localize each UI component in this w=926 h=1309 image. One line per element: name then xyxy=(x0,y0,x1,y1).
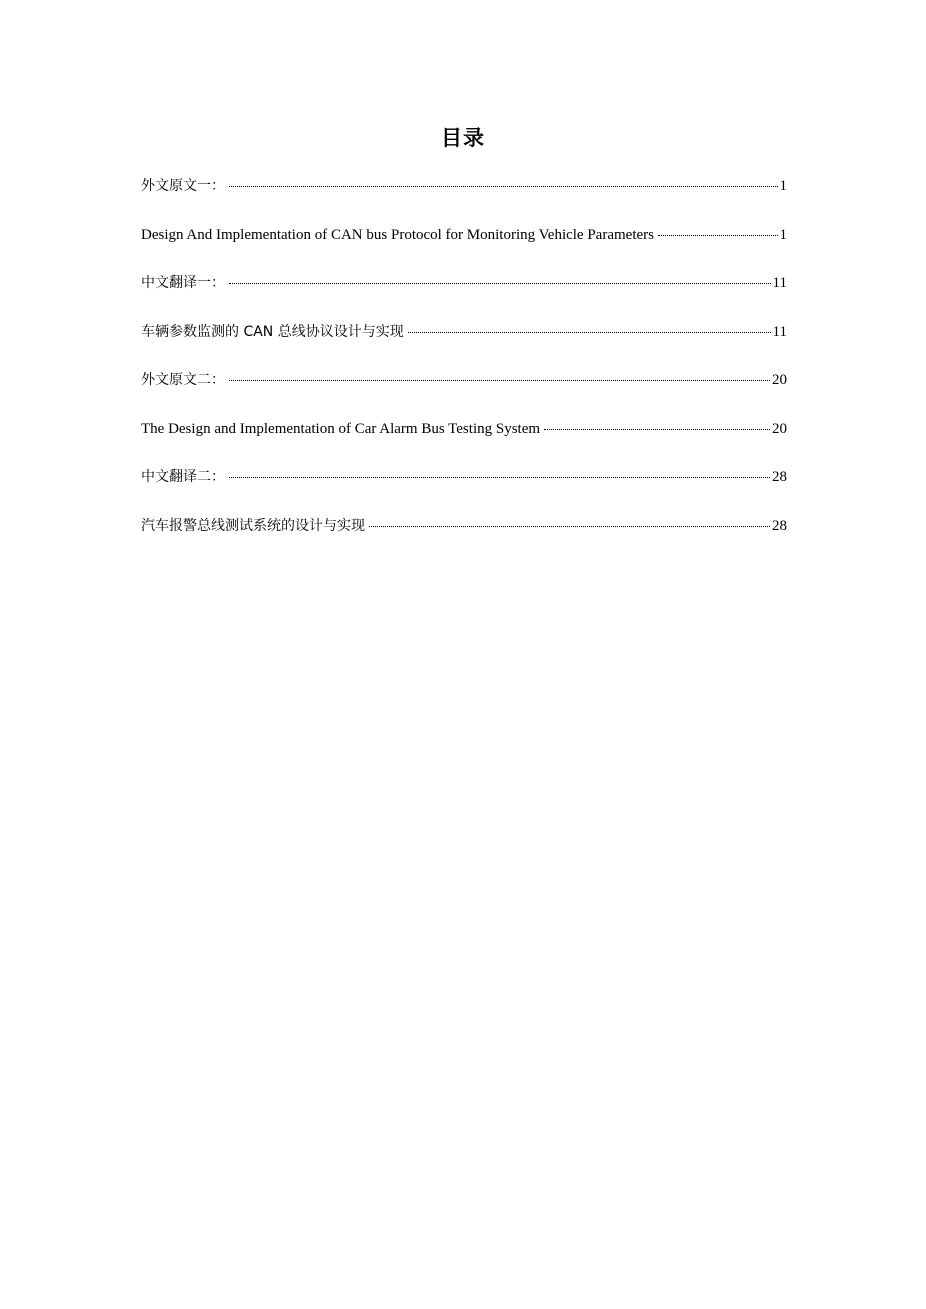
toc-page-number: 28 xyxy=(772,517,787,534)
toc-entry[interactable] xyxy=(141,223,787,272)
toc-page-number: 1 xyxy=(779,226,787,243)
toc-entry-label: 汽车报警总线测试系统的设计与实现 xyxy=(141,517,365,534)
toc-entry[interactable] xyxy=(141,271,787,320)
toc-entry[interactable] xyxy=(141,417,787,466)
toc-entry-label: 中文翻译二： xyxy=(141,469,225,485)
toc-entry-label: 车辆参数监测的 CAN 总线协议设计与实现 xyxy=(141,323,404,340)
toc-dot-leader xyxy=(229,172,778,187)
toc-entry-label: 中文翻译一： xyxy=(141,275,225,291)
toc-dot-leader xyxy=(229,269,771,284)
toc-dot-leader xyxy=(229,366,770,381)
toc-page-number: 20 xyxy=(772,372,787,388)
toc-entry[interactable] xyxy=(141,514,787,563)
toc-entry[interactable] xyxy=(141,368,787,417)
toc-page-number: 28 xyxy=(772,469,787,485)
toc-page-number: 1 xyxy=(779,178,787,194)
toc-entry[interactable] xyxy=(141,465,787,514)
toc-dot-leader xyxy=(369,512,770,527)
toc-list xyxy=(141,174,787,562)
toc-dot-leader xyxy=(658,221,778,236)
toc-title: 目录 xyxy=(441,126,485,150)
toc-entry[interactable] xyxy=(141,174,787,223)
toc-dot-leader xyxy=(229,463,770,478)
toc-entry-label: The Design and Implementation of Car Alarm Bus Testing System xyxy=(141,420,541,437)
toc-page-number: 11 xyxy=(772,275,787,291)
toc-entry[interactable] xyxy=(141,320,787,369)
toc-page-number: 11 xyxy=(772,323,787,340)
toc-dot-leader xyxy=(408,318,771,333)
toc-page-number: 20 xyxy=(772,420,787,437)
toc-entry-label: 外文原文一： xyxy=(141,178,225,194)
toc-entry-label: Design And Implementation of CAN bus Protocol for Monitoring Vehicle Parameters xyxy=(141,226,654,243)
toc-entry-label: 外文原文二： xyxy=(141,372,225,388)
toc-dot-leader xyxy=(544,415,770,430)
